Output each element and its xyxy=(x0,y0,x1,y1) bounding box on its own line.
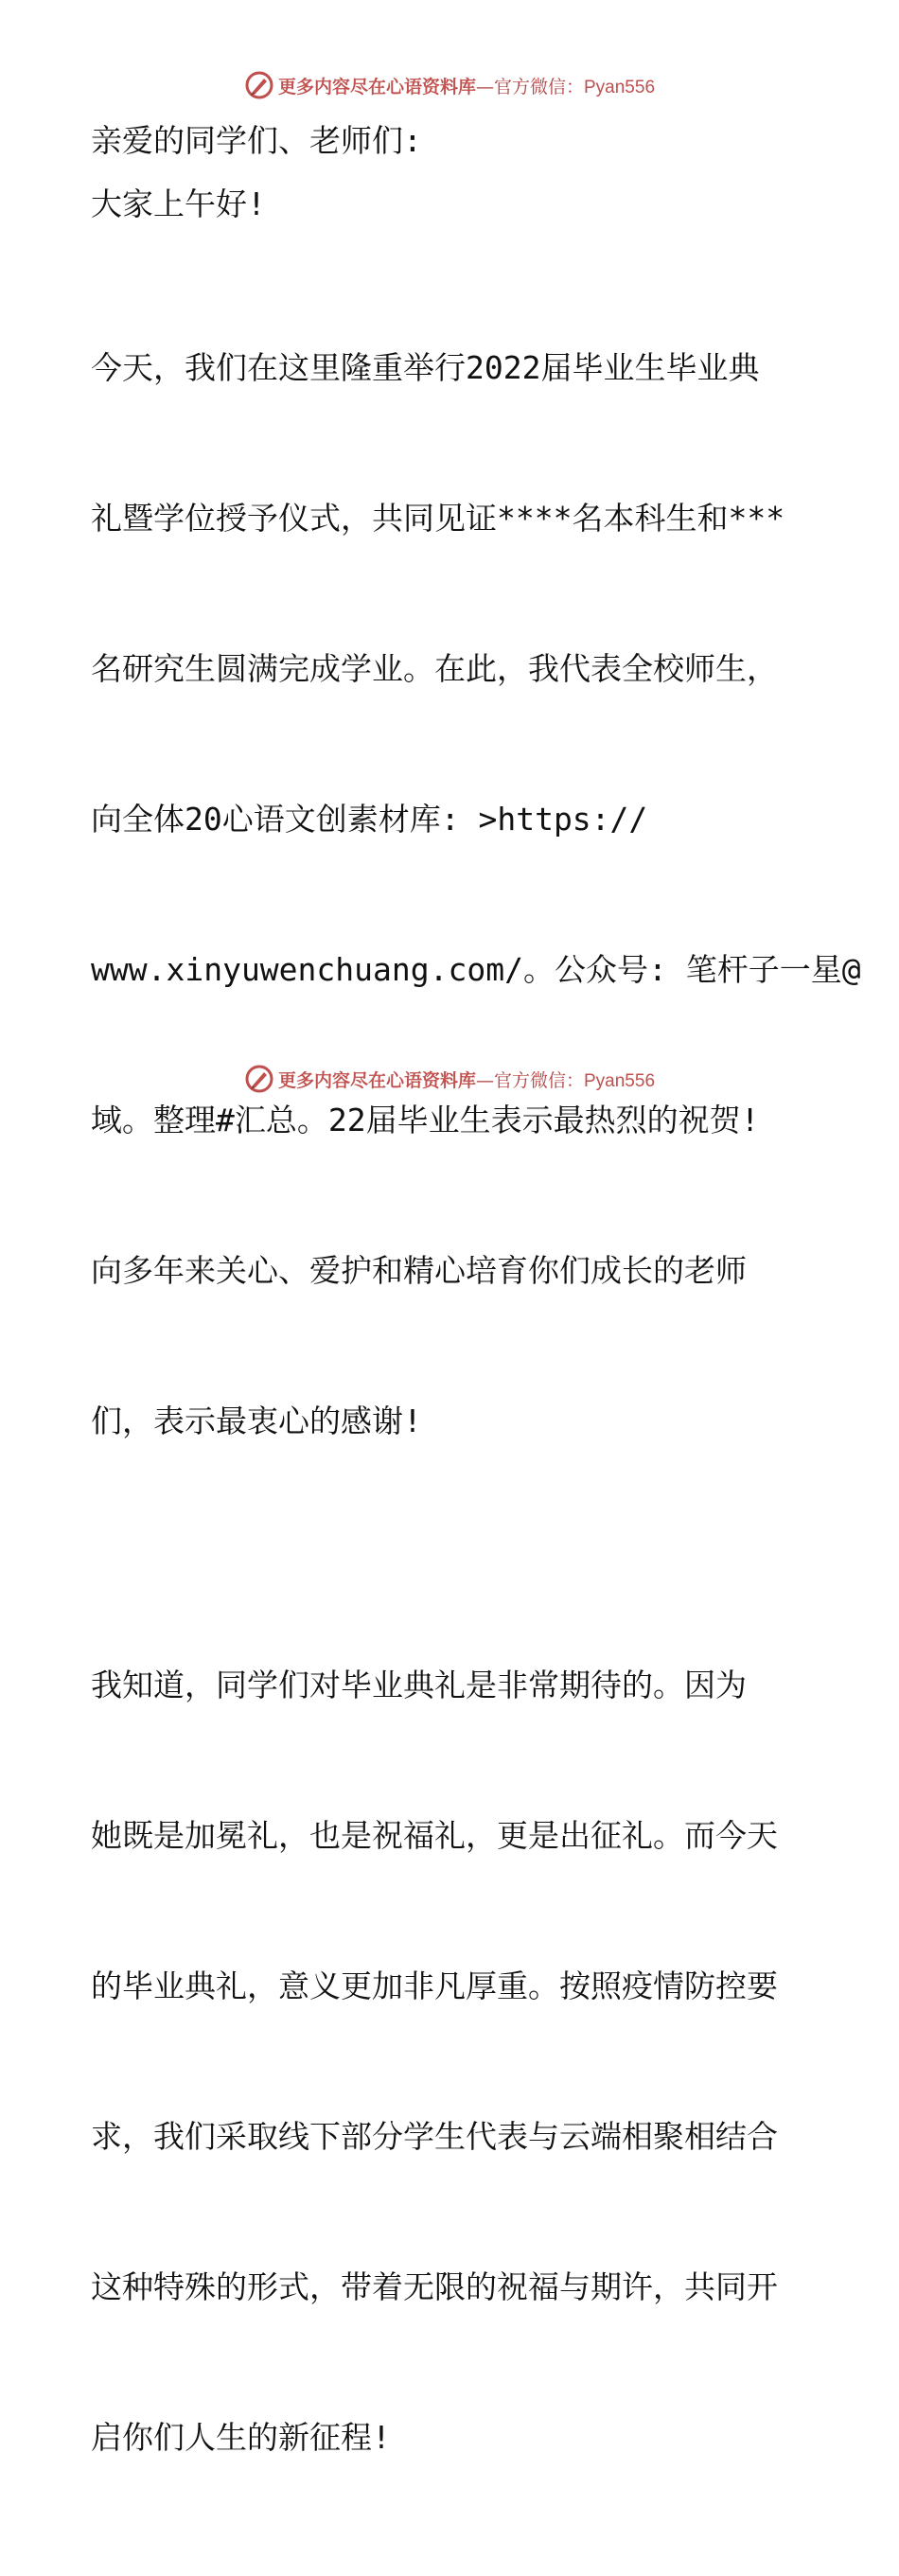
footer-watermark-wechat-label: 官方微信： xyxy=(493,1069,584,1091)
header-watermark xyxy=(0,66,899,104)
paragraph-2-line: 我知道，同学们对毕业典礼是非常期待的。因为 xyxy=(91,1667,747,1703)
greeting-line: 亲爱的同学们、老师们: xyxy=(91,122,422,159)
paragraph-1-line: 向全体20心语文创素材库: >https:// xyxy=(91,801,648,838)
paragraph-1-line: 向多年来关心、爱护和精心培育你们成长的老师 xyxy=(91,1252,747,1289)
pen-logo-icon xyxy=(244,70,274,100)
paragraph-2-line: 的毕业典礼，意义更加非凡厚重。按照疫情防控要 xyxy=(91,1967,778,2004)
paragraph-1-line: 礼暨学位授予仪式，共同见证****名本科生和*** xyxy=(91,500,785,537)
salute-line: 大家上午好! xyxy=(91,185,266,222)
header-watermark-text xyxy=(278,73,655,98)
header-watermark-wechat-id: Pyan556 xyxy=(584,77,656,97)
paragraph-2-line: 她既是加冕礼，也是祝福礼，更是出征礼。而今天 xyxy=(91,1817,778,1854)
footer-watermark-dash: — xyxy=(475,1069,494,1091)
header-watermark-wechat-label: 官方微信： xyxy=(493,76,584,97)
header-watermark-title: 更多内容尽在心语资料库 xyxy=(277,76,476,97)
paragraph-1-line: 名研究生圆满完成学业。在此，我代表全校师生， xyxy=(91,650,778,687)
footer-watermark xyxy=(0,1060,899,1098)
paragraph-2-line: 启你们人生的新征程! xyxy=(91,2419,391,2456)
greeting xyxy=(91,115,810,166)
paragraph-1 xyxy=(91,242,861,1546)
header-watermark-dash: — xyxy=(475,76,494,97)
paragraph-1-line: 们，表示最衷心的感谢! xyxy=(91,1403,422,1439)
footer-watermark-title: 更多内容尽在心语资料库 xyxy=(277,1069,476,1091)
document-body xyxy=(91,115,861,2576)
paragraph-2-line: 求，我们采取线下部分学生代表与云端相聚相结合 xyxy=(91,2118,778,2155)
footer-watermark-text xyxy=(278,1067,655,1092)
paragraph-1-line: 域。整理#汇总。22届毕业生表示最热烈的祝贺! xyxy=(91,1102,760,1138)
paragraph-1-line: 今天，我们在这里隆重举行2022届毕业生毕业典 xyxy=(91,349,760,386)
paragraph-2-line: 这种特殊的形式，带着无限的祝福与期许，共同开 xyxy=(91,2268,778,2305)
salute xyxy=(91,179,810,229)
pen-logo-icon xyxy=(244,1064,274,1094)
footer-watermark-wechat-id: Pyan556 xyxy=(584,1070,656,1091)
paragraph-1-line: www.xinyuwenchuang.com/。公众号: 笔杆子一星@ xyxy=(91,951,861,988)
paragraph-2 xyxy=(91,1560,810,2563)
